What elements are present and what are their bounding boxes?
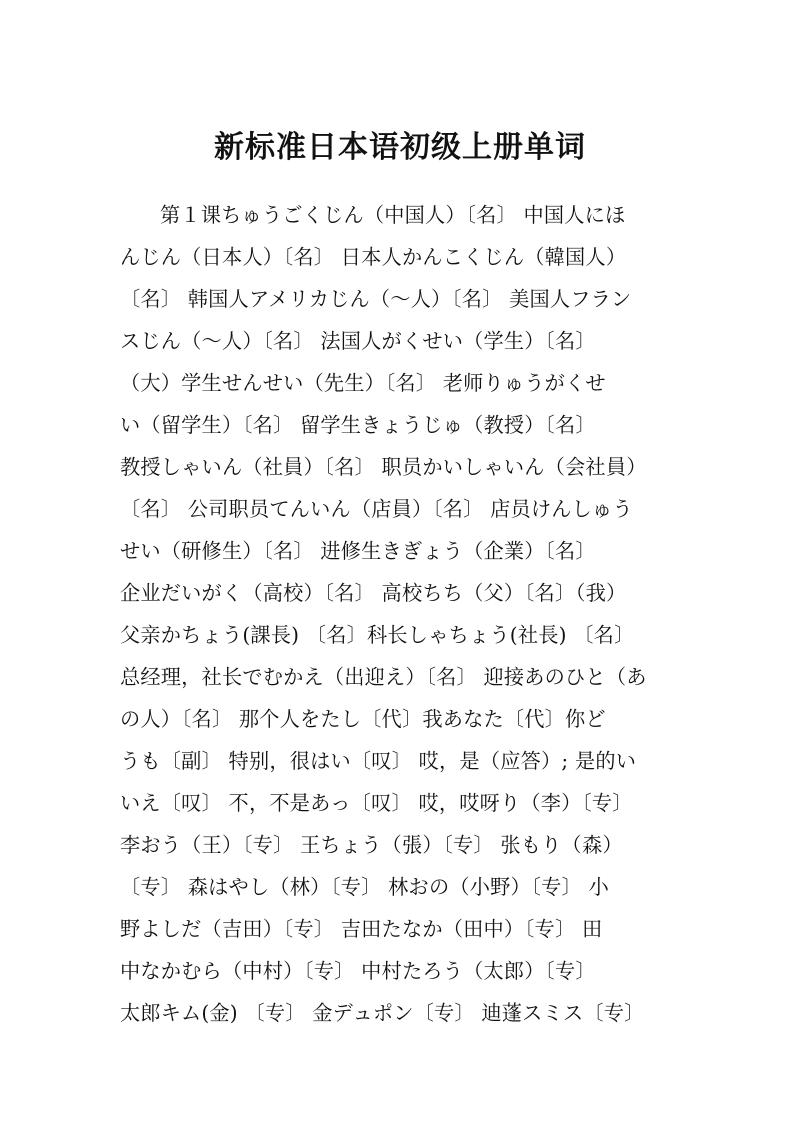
text-line: 第１课ちゅうごくじん（中国人）〔名〕 中国人にほ xyxy=(160,203,626,227)
text-line: 〔名〕 公司职员てんいん（店員）〔名〕 店员けんしゅう xyxy=(120,497,633,521)
text-line: 〔专〕 森はやし（林）〔专〕 林おの（小野）〔专〕 小 xyxy=(120,875,609,899)
text-line: 〔名〕 韩国人アメリカじん（～人）〔名〕 美国人フラン xyxy=(120,287,632,311)
text-line: せい（研修生）〔名〕 进修生きぎょう（企業）〔名〕 xyxy=(120,539,596,563)
text-line: 企业だいがく（高校）〔名〕 高校ちち（父）〔名〕（我） xyxy=(120,581,627,605)
text-line: 太郎キム(金) 〔专〕 金デュポン〔专〕 迪蓬スミス〔专〕 xyxy=(120,1001,645,1025)
text-line: 野よしだ（吉田）〔专〕 吉田たなか（田中）〔专〕 田 xyxy=(120,917,603,941)
text-line: い（留学生）〔名〕 留学生きょうじゅ（教授）〔名〕 xyxy=(120,413,596,437)
text-line: 李おう（王）〔专〕 王ちょう（張）〔专〕 张もり（森） xyxy=(120,833,623,857)
text-line: 总经理，社长でむかえ（出迎え）〔名〕 迎接あのひと（あ xyxy=(120,665,647,689)
text-line: スじん（～人）〔名〕 法国人がくせい（学生）〔名〕 xyxy=(120,329,596,353)
text-line: うも〔副〕 特别，很はい〔叹〕 哎，是（应答）; 是的い xyxy=(120,749,637,773)
text-line: 中なかむら（中村）〔专〕 中村たろう（太郎）〔专〕 xyxy=(120,959,596,983)
text-line: の人）〔名〕 那个人をたし〔代〕我あなた〔代〕你ど xyxy=(120,707,606,731)
document-title: 新标准日本语初级上册单词 xyxy=(214,130,586,165)
text-line: （大）学生せんせい（先生）〔名〕 老师りゅうがくせ xyxy=(120,371,606,395)
text-line: いえ〔叹〕 不，不是あっ〔叹〕 哎，哎呀り（李）〔专〕 xyxy=(120,791,633,815)
vocabulary-paragraph xyxy=(120,194,680,1034)
text-line: 父亲かちょう(課長) 〔名〕科长しゃちょう(社長) 〔名〕 xyxy=(120,623,635,647)
text-line: んじん（日本人）〔名〕 日本人かんこくじん（韓国人） xyxy=(120,245,627,269)
text-line: 教授しゃいん（社員）〔名〕 职员かいしゃいん（会社員） xyxy=(120,455,647,479)
